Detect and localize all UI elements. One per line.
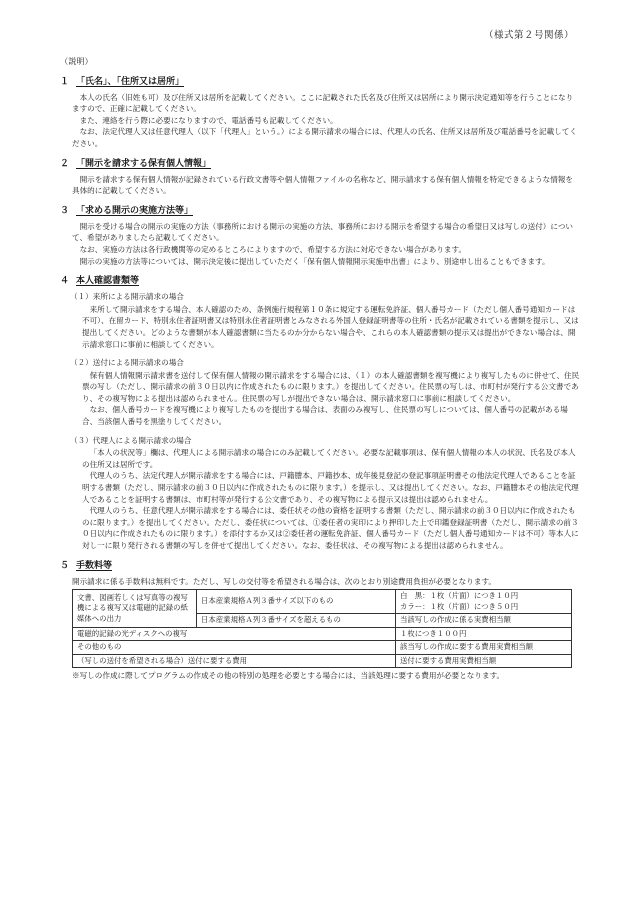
table-cell: 文書、図画若しくは写真等の複写機による複写又は電磁的記録の紙媒体への出力 <box>73 590 197 628</box>
paragraph: 「本人の状況等」欄は、代理人による開示請求の場合にのみ記載してください。必要な記載事項は、保有個人情報の本人の状況、氏名及び本人の住所又は居所です。 <box>82 448 576 469</box>
section-title: 手数料等 <box>76 560 113 571</box>
table-cell: 当該写しの作成に係る実費相当額 <box>396 614 572 628</box>
table-cell: 該当写しの作成に要する費用実費相当額 <box>396 641 572 655</box>
table-cell: 電磁的記録の光ディスクへの複写 <box>73 627 396 641</box>
section-identity-documents <box>60 275 580 551</box>
table-cell: 日本産業規格Ａ列３番サイズ以下のもの <box>197 590 396 614</box>
section-number: １ <box>60 76 70 87</box>
subsection-title: （３）代理人による開示請求の場合 <box>70 435 192 445</box>
table-cell: １枚につき１００円 <box>396 627 572 641</box>
section-fees <box>60 560 580 682</box>
subsection-in-person <box>60 291 580 350</box>
section-title: 「氏名」、「住所又は居所」 <box>76 76 185 87</box>
section-heading <box>60 560 580 573</box>
subsection-title: （１）来所による開示請求の場合 <box>70 292 184 302</box>
paragraph: なお、法定代理人又は任意代理人（以下「代理人」という。）による開示請求の場合には、代理人の氏名、住所又は居所及び電話番号を記載してください。 <box>72 127 577 148</box>
subsection-title: （２）送付による開示請求の場合 <box>70 358 184 368</box>
table-row <box>73 590 572 614</box>
section-number: ４ <box>60 276 70 287</box>
table-cell: （写しの送付を希望される場合）送付に要する費用 <box>73 654 396 668</box>
paragraph: 保有個人情報開示請求書を送付して保有個人情報の開示請求をする場合には、（１）の本人確認書類を複写機により複写したものに併せて、住民票の写し（ただし、開示請求の前３０日以内に作成されたものに限ります。）を提出してください。住民票の写しは、市町村が発行する公文書であり、その複写物による提出は認められません。住民票の写しが提出できない場合は、開示請求窓口に事前に相談してください。 <box>82 370 580 403</box>
section-heading <box>60 76 580 89</box>
form-number: （様式第２号関係） <box>483 30 574 41</box>
table-cell <box>396 590 572 614</box>
subsection-by-agent <box>60 435 580 552</box>
section-number: ５ <box>60 560 70 571</box>
table-row <box>73 654 572 668</box>
paragraph: 開示を請求する保有個人情報が記録されている行政文書等や個人情報ファイルの名称など、開示請求する保有個人情報を特定できるような情報を具体的に記載してください。 <box>72 174 574 196</box>
paragraph: また、連絡を行う際に必要になりますので、電話番号も記載してください。 <box>79 115 338 125</box>
paragraph: 来所して開示請求をする場合、本人確認のため、条例施行規程第１０条に規定する運転免許証、個人番号カード（ただし個人番号通知カードは不可）、在留カード、特別永住者証明書又は特別永住者証明書とみなされる外国人登録証明書等の住所・氏名が記載されている書類を提示し、又は提出してください。どのような書類が本人確認書類に当たるのか分からない場合や、これらの本人確認書類の提示又は提出ができない場合は、開示請求窓口に事前に相談してください。 <box>82 304 579 349</box>
paragraph: なお、個人番号カードを複写機により複写したものを提出する場合は、表面のみ複写し、住民票の写しについては、個人番号の記載がある場合、当該個人番号を黒塗りしてください。 <box>82 405 568 427</box>
fee-color: カラー：１枚（片面）につき５０円 <box>400 601 519 611</box>
paragraph: 開示請求に係る手数料は無料です。ただし、写しの交付等を希望される場合は、次のとおり別途費用負担が必要となります。 <box>72 576 497 586</box>
table-cell: 日本産業規格Ａ列３番サイズを超えるもの <box>197 614 396 628</box>
paragraph: 本人の氏名（旧姓も可）及び住所又は居所を記載してください。ここに記載された氏名及び住所又は居所により開示決定通知等を行うことになりますので、正確に記載してください。 <box>72 92 574 114</box>
section-title: 「開示を請求する保有個人情報」 <box>76 158 212 169</box>
fee-bw: 白 黒：１枚（片面）につき１０円 <box>400 591 519 601</box>
paragraph: 代理人のうち、法定代理人が開示請求をする場合には、戸籍謄本、戸籍抄本、成年後見登記の登記事項証明書その他法定代理人であることを証明する書類（ただし、開示請求の前３０日以内に作成されたものに限ります。）を提示し、又は提出してください。なお、戸籍謄本その他法定代理人であることを証明する書類は、市町村等が発行する公文書であり、その複写物による提示又は提出は認められません。 <box>82 471 579 504</box>
section-number: ３ <box>60 205 70 216</box>
section-title: 「求める開示の実施方法等」 <box>76 205 194 216</box>
table-cell: その他のもの <box>73 641 396 655</box>
table-cell: 送付に要する費用実費相当額 <box>396 654 572 668</box>
table-row <box>73 627 572 641</box>
explanation-label: （説明） <box>60 56 93 66</box>
section-number: ２ <box>60 158 70 169</box>
subsection-by-mail <box>60 357 580 428</box>
section-heading <box>60 275 580 288</box>
paragraph: なお、実施の方法は各行政機関等の定めるところによりますので、希望する方法に対応できない場合があります。 <box>79 244 467 254</box>
fee-note: ※写しの作成に際してプログラムの作成その他の特別の処理を必要とする場合には、当該処理に要する費用が必要となります。 <box>72 671 505 681</box>
paragraph: 開示の実施の方法等については、開示決定後に提出していただく「保有個人情報開示実施申出書」により、別途申し出ることもできます。 <box>79 256 550 266</box>
fee-table <box>72 589 572 668</box>
section-heading <box>60 205 580 218</box>
section-requested-information <box>60 158 580 197</box>
section-heading <box>60 158 580 171</box>
section-disclosure-method <box>60 205 580 267</box>
section-title: 本人確認書類等 <box>76 276 140 287</box>
section-name-address <box>60 76 580 150</box>
paragraph: 開示を受ける場合の開示の実施の方法（事務所における開示の実施の方法、事務所における開示を希望する場合の希望日又は写しの送付）について、希望がありましたら記載してください。 <box>72 221 574 243</box>
paragraph: 代理人のうち、任意代理人が開示請求をする場合には、委任状その他の資格を証明する書類（ただし、開示請求の前３０日以内に作成されたものに限ります。）を提出してください。ただし、委任状については、①委任者の実印により押印した上で印鑑登録証明書（ただし、開示請求の前３０日以内に作成されたものに限ります。）を添付するか又は②委任者の運転免許証、個人番号カード（ただし個人番号通知カードは不可）等本人に対し一に限り発行される書類の写しを併せて提出してください。なお、委任状は、その複写物による提出は認められません。 <box>82 506 579 550</box>
table-row <box>73 641 572 655</box>
